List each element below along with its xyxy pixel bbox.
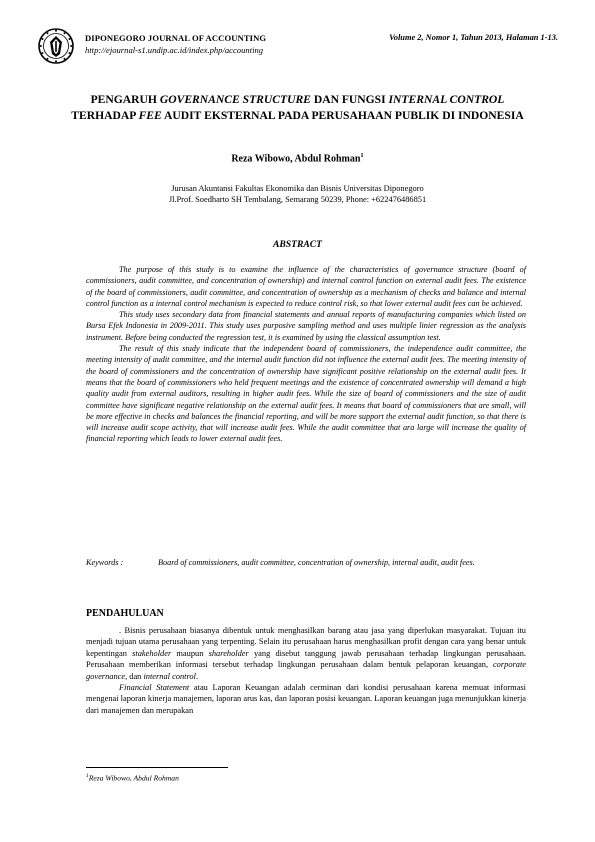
journal-volume-info: Volume 2, Nomor 1, Tahun 2013, Halaman 1-13. (389, 33, 558, 42)
title-segment-italic: FEE (138, 108, 162, 122)
text-run: atau Laporan Keuangan adalah cerminan dari kondisi perusahaan karena memuat informasi mengenai laporan kinerja manajemen, laporan arus kas, dan laporan posisi keuangan. Laporan keuangan juga menunjukkan kinerja dari manajemen dan merupakan (86, 683, 526, 715)
title-segment: TERHADAP (71, 108, 139, 122)
keywords-label: Keywords : (86, 558, 124, 567)
paper-title (60, 92, 535, 123)
body-paragraph (86, 625, 526, 682)
text-run: . Bisnis perusahaan biasanya dibentuk untuk menghasilkan barang atau jasa yang diperlukan masyarakat. Tujuan itu menjadi tujuan utama perusahaan yang terpenting. Selain itu perusahaan harus menghasilkan profit dengan cara yang benar untuk kepentingan (86, 626, 526, 658)
affiliation-line: Jurusan Akuntansi Fakultas Ekonomika dan Bisnis Universitas Diponegoro (171, 184, 424, 193)
abstract-heading: ABSTRACT (272, 239, 323, 250)
footnote (86, 773, 179, 783)
title-segment: AUDIT EKSTERNAL PADA PERUSAHAAN PUBLIK DI INDONESIA (161, 108, 524, 122)
abstract-paragraph: The result of this study indicate that the independent board of commissioners, the independence audit committee, the meeting intensity of audit committee, and the internal audit function did not influence the external audit fees. The meeting intensity of the board of commissioners and the concentration of ownership have significant positive relationship on the external audit fees. It means that the board of commissioners who held frequent meetings and the existence of concentrated ownership will demand a high quality audit from external auditors, resulting in higher audit fees. While the size of board of commissioners and the size of audit committee have significant negative relationship on the external audit fees. It means that board of commissioners that are small, will be more effective in checks and balances the financial reporting, and will be more support the external audit function, so that there is will increase audit scope activity, that will increase audit fees. While the audit committee that ara large will increase the quality of financial reporting which leads to lower external audit fees. (86, 344, 526, 444)
footnote-mark: 1 (86, 773, 89, 779)
abstract-paragraph: The purpose of this study is to examine the influence of the characteristics of governance structure (board of commissioners, audit committee, and concentration of ownership) and internal control function on external audit fees. The existence of the board of commissioners, audit committee, and concentration of ownership as a mechanism of checks and balance and internal control function as a internal control mechanism is expected to reduce control risk, so that lower external audit fees can be achieved. (86, 265, 526, 308)
journal-header (38, 28, 558, 62)
journal-url[interactable]: http://ejournal-s1.undip.ac.id/index.php/accounting (85, 45, 264, 55)
text-run: , dan (125, 671, 144, 681)
author-affiliation (0, 183, 595, 205)
paper-authors (0, 152, 595, 164)
abstract-paragraph: This study uses secondary data from financial statements and annual reports of manufacturing companies which listed on Bursa Efek Indonesia in 2009-2011. This study uses purposive sampling method and uses multiple linier regression as the analysis instrument. Before being conducted the regression test, it is examined by using the classical assumption test. (86, 310, 526, 342)
title-segment-italic: INTERNAL CONTROL (388, 93, 505, 106)
footnote-divider (86, 767, 228, 768)
text-run-italic: shareholder (208, 648, 249, 658)
text-run-italic: stakeholder (132, 648, 172, 658)
text-run-italic: internal control (143, 671, 196, 681)
abstract-body (86, 264, 526, 445)
text-run: yang disebut tanggung jawab perusahaan terhadap lingkungan perusahaan. Perusahaan memberikan informasi tersebut terhadap lingkungan perusahaan dalam bentuk pelaporan keuangan, (86, 648, 526, 670)
keywords-text: Board of commissioners, audit committee, concentration of ownership, internal audit, audit fees. (158, 558, 475, 567)
author-footnote-mark: 1 (360, 152, 364, 159)
section-body (86, 625, 526, 716)
text-run: . (195, 671, 199, 681)
university-seal-logo (38, 28, 74, 64)
text-run-italic: Financial Statement (119, 683, 190, 693)
body-paragraph (86, 682, 526, 716)
title-segment-italic: GOVERNANCE STRUCTURE (159, 93, 311, 106)
text-run: maupun (171, 648, 209, 658)
journal-name: DIPONEGORO JOURNAL OF ACCOUNTING (85, 33, 267, 43)
affiliation-address: Jl.Prof. Soedharto SH Tembalang, Semarang 50239, Phone: +622476486851 (168, 195, 427, 204)
title-segment: DAN FUNGSI (310, 93, 389, 106)
author-names: Reza Wibowo, Abdul Rohman (231, 153, 361, 165)
footnote-text: Reza Wibowo, Abdul Rohman (88, 773, 179, 783)
title-segment: PENGARUH (90, 93, 160, 106)
section-heading-pendahuluan: PENDAHULUAN (86, 608, 164, 619)
text-run-italic: corporate governance (86, 660, 526, 681)
